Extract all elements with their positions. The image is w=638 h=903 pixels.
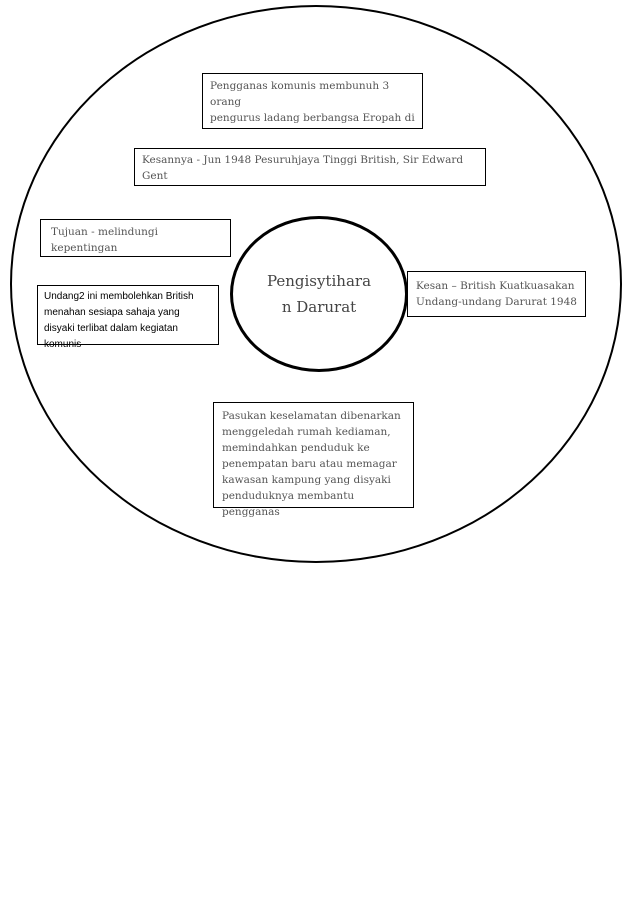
box-text: Pasukan keselamatan dibenarkan menggeledah rumah kediaman, memindahkan penduduk ke penempatan baru atau memagar kawasan kampung yang disyaki penduduknya membantu pengganas xyxy=(222,410,401,518)
center-label: Pengisytiharan Darurat xyxy=(266,272,372,316)
box-text: Pengganas komunis membunuh 3 orang pengurus ladang berbangsa Eropah di xyxy=(210,80,415,124)
box-tujuan xyxy=(40,219,231,257)
center-circle xyxy=(230,216,408,372)
box-text: Tujuan - melindungi kepentingan xyxy=(51,226,159,254)
box-text: Undang2 ini membolehkan British menahan sesiapa sahaja yang disyaki terlibat dalam kegiatan komunis xyxy=(44,291,194,350)
box-kesannya xyxy=(134,148,486,186)
box-pengganas-membunuh xyxy=(202,73,423,129)
box-kesan xyxy=(407,271,586,317)
box-pasukan-keselamatan xyxy=(213,402,414,518)
box-text: Kesannya - Jun 1948 Pesuruhjaya Tinggi British, Sir Edward Gent xyxy=(142,154,464,182)
box-undang2 xyxy=(37,285,219,350)
box-text: Kesan – British Kuatkuasakan Undang-undang Darurat 1948 xyxy=(416,280,577,308)
